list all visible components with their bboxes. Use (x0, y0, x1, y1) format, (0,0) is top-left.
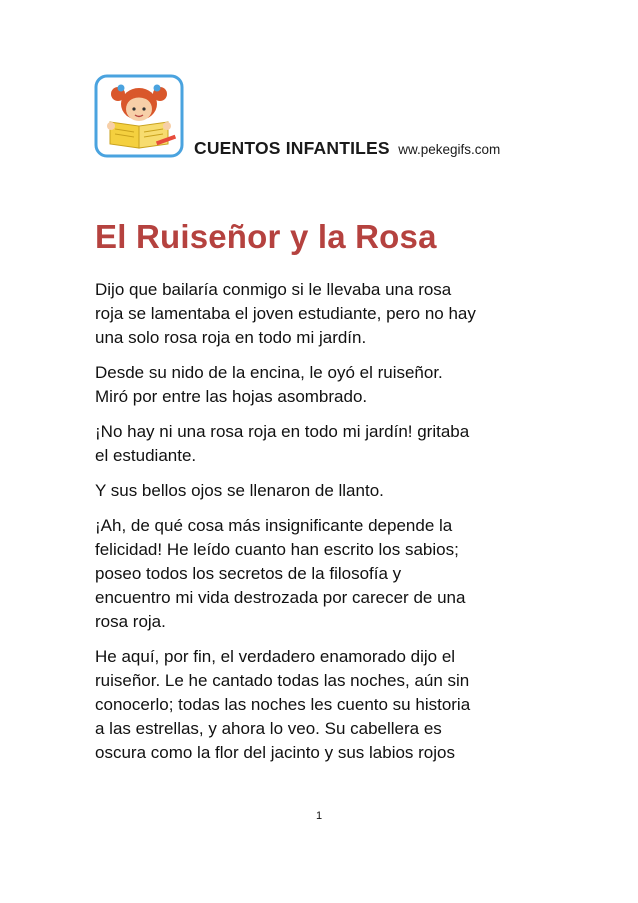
text-line: a las estrellas, y ahora lo veo. Su cabellera es (95, 719, 442, 738)
text-line: Y sus bellos ojos se llenaron de llanto. (95, 481, 384, 500)
story-paragraph (95, 479, 545, 503)
text-line: ruiseñor. Le he cantado todas las noches, aún sin (95, 671, 470, 690)
text-line: una solo rosa roja en todo mi jardín. (95, 328, 367, 347)
brand-name: CUENTOS INFANTILES (194, 138, 390, 158)
text-line: encuentro mi vida destrozada por carecer de una (95, 588, 466, 607)
text-line: He aquí, por fin, el verdadero enamorado dijo el (95, 647, 456, 666)
story-title: El Ruiseñor y la Rosa (95, 218, 437, 255)
text-line: Miró por entre las hojas asombrado. (95, 387, 368, 406)
site-url: ww.pekegifs.com (398, 142, 501, 157)
text-line: roja se lamentaba el joven estudiante, pero no hay (95, 304, 476, 323)
text-line: ¡No hay ni una rosa roja en todo mi jardín! gritaba (95, 422, 470, 441)
text-line: rosa roja. (95, 612, 166, 631)
header-line (194, 138, 500, 159)
girl-reading-book-icon (94, 74, 184, 158)
text-line: oscura como la flor del jacinto y sus labios rojos (95, 743, 455, 762)
story-body (95, 278, 545, 776)
text-line: felicidad! He leído cuanto han escrito los sabios; (95, 540, 459, 559)
text-line: Desde su nido de la encina, le oyó el ruiseñor. (95, 363, 443, 382)
story-paragraph (95, 514, 545, 634)
text-line: ¡Ah, de qué cosa más insignificante depende la (95, 516, 453, 535)
text-line: el estudiante. (95, 446, 197, 465)
story-paragraph (95, 420, 545, 468)
story-paragraph (95, 645, 545, 765)
story-paragraph (95, 361, 545, 409)
text-line: conocerlo; todas las noches les cuento su historia (95, 695, 471, 714)
page-number: 1 (315, 810, 323, 822)
text-line: poseo todos los secretos de la filosofía y (95, 564, 402, 583)
story-paragraph (95, 278, 545, 350)
text-line: Dijo que bailaría conmigo si le llevaba una rosa (95, 280, 452, 299)
